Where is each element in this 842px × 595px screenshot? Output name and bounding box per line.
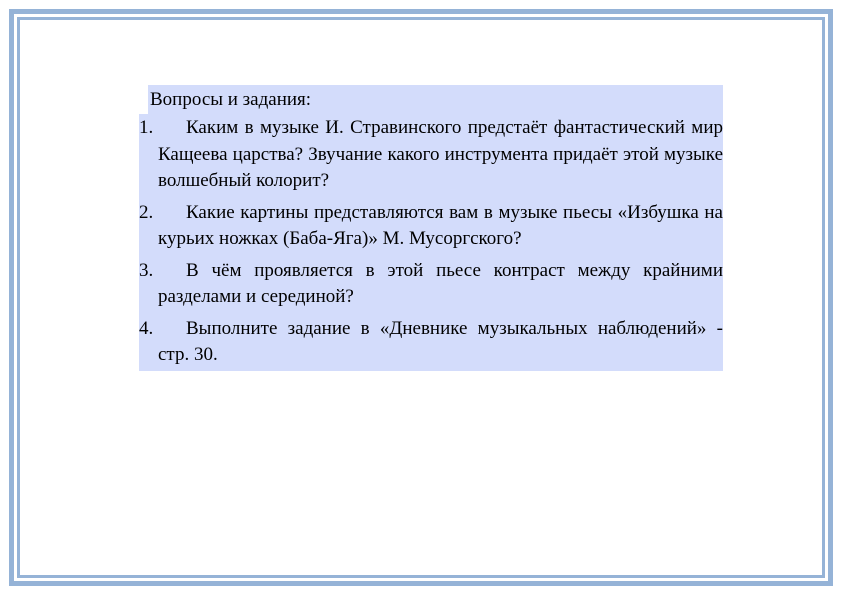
question-number: 1.	[139, 117, 154, 138]
question-item	[139, 115, 723, 195]
question-item	[139, 258, 723, 311]
question-number: 3.	[139, 259, 154, 281]
question-list	[139, 114, 723, 371]
question-text: В чём проявляется в этой пьесе контраст между крайними разделами и серединой?	[158, 259, 723, 307]
question-text: Какие картины представляются вам в музыке пьесы «Избушка на курьих ножках (Баба-Яга)» М. Мусоргского?	[158, 201, 723, 249]
question-number: 4.	[139, 317, 154, 339]
question-text: Каким в музыке И. Стравинского предстаёт фантастический мир Кащеева царства? Звучание какого инструмента придаёт этой музыке волшебный колорит?	[158, 117, 723, 191]
question-box	[139, 85, 723, 371]
question-text: Выполните задание в «Дневнике музыкальных наблюдений» - стр. 30.	[158, 317, 723, 365]
questions-heading: Вопросы и задания:	[148, 85, 723, 114]
question-number: 2.	[139, 201, 154, 223]
question-item	[139, 200, 723, 253]
question-item	[139, 316, 723, 371]
